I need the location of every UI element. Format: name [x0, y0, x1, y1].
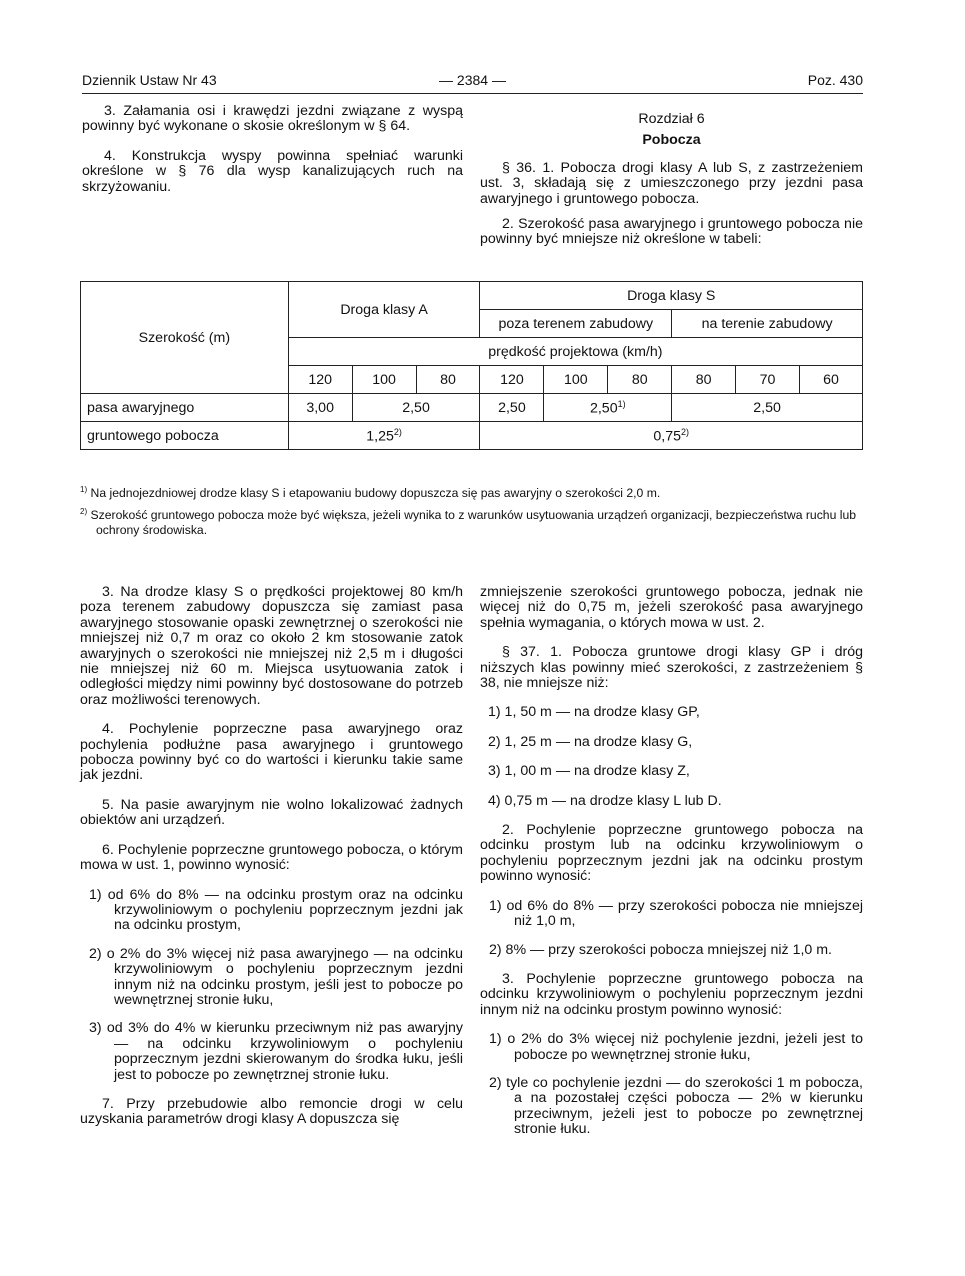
shoulder-width-table	[80, 281, 863, 450]
header-rule	[82, 93, 863, 94]
table-cell	[480, 422, 863, 450]
list-item: 2) 8% — przy szerokości pobocza mniejszej niż 1,0 m.	[489, 941, 832, 958]
bottom-left-column	[80, 585, 463, 1142]
list-item: 2) 1, 25 m — na drodze klasy G,	[488, 733, 693, 750]
table-cell: 2,50	[672, 394, 863, 422]
paragraph: 6. Pochylenie poprzeczne gruntowego pobocza, o którym mowa w ust. 1, powinno wynosić:	[80, 841, 463, 874]
paragraph: 3. Pochylenie poprzeczne gruntowego pobocza na odcinku krzywoliniowym o pochyleniu poprzecznym jezdni innym niż na odcinku prostym powinno wynosić:	[480, 970, 863, 1018]
cell-value: 2,50	[589, 400, 618, 417]
inside-built-area-header: na terenie zabudowy	[672, 310, 863, 338]
cell-value: 0,75	[653, 428, 682, 445]
speed-cell: 70	[736, 366, 800, 394]
class-s-header: Droga klasy S	[480, 282, 863, 310]
table-cell: 3,00	[288, 394, 352, 422]
paragraph: § 36. 1. Pobocza drogi klasy A lub S, z zastrzeżeniem ust. 3, składają się z umieszczonego przy jezdni pasa awaryjnego i gruntowego pobocza.	[480, 159, 863, 207]
footnote-text: Szerokość gruntowego pobocza może być większa, jeżeli wynika to z warunków usytuowania urządzeń organizacji, bezpieczeństwa ruchu lub ochrony środowiska.	[90, 507, 857, 538]
page-header	[82, 72, 863, 94]
footnote-text: Na jednojezdniowej drodze klasy S i etapowaniu budowy dopuszcza się pas awaryjny o szerokości 2,0 m.	[90, 486, 661, 501]
slope-list	[480, 1032, 863, 1137]
position-number: Poz. 430	[807, 72, 863, 88]
paragraph: 5. Na pasie awaryjnym nie wolno lokalizować żadnych obiektów ani urządzeń.	[80, 796, 463, 829]
paragraph: § 37. 1. Pobocza gruntowe drogi klasy GP i dróg niższych klas powinny mieć szerokości, z zastrzeżeniem § 38, nie mniejsze niż:	[480, 644, 863, 692]
list-item: 2) o 2% do 3% więcej niż pasa awaryjnego — na odcinku krzywoliniowym o pochyleniu poprzecznym jezdni innym niż na odcinku prostym, jeśli jest to pobocze po wewnętrznej stronie łuku,	[89, 945, 463, 1008]
top-left-column	[82, 104, 463, 209]
paragraph: 3. Na drodze klasy S o prędkości projektowej 80 km/h poza terenem zabudowy dopuszcza się zamiast pasa awaryjnego stosowanie opaski zewnętrznej o szerokości nie mniejszej niż 0,7 m oraz co około 2 km stosowanie zatok awaryjnych o szerokości nie mniejszej niż 2,5 m i długości nie mniejszej niż 60 m. Miejsca usytuowania zatok i odległości między nimi powinny być dostosowane do potrzeb oraz możliwości terenowych.	[80, 584, 463, 708]
list-item: 3) 1, 00 m — na drodze klasy Z,	[488, 763, 690, 780]
paragraph: 7. Przy przebudowie albo remoncie drogi w celu uzyskania parametrów drogi klasy A dopuszcza się	[80, 1095, 463, 1128]
list-item: 3) od 3% do 4% w kierunku przeciwnym niż pas awaryjny — na odcinku krzywoliniowym o pochyleniu poprzecznym jezdni skierowanym do środka łuku, jeśli jest to pobocze po zewnętrznej stronie łuku.	[89, 1020, 463, 1083]
footnote-mark: 1)	[80, 485, 88, 494]
bottom-right-column	[480, 585, 863, 1152]
outside-built-area-header: poza terenem zabudowy	[480, 310, 672, 338]
cell-value: 1,25	[366, 428, 394, 445]
list-item: 2) tyle co pochylenie jezdni — do szerokości 1 m pobocza, a na pozostałej części pobocza — 2% w kierunku przeciwnym, jeżeli jest to pobocze po zewnętrznej stronie łuku.	[489, 1074, 863, 1138]
row-label-gravel-shoulder: gruntowego pobocza	[81, 422, 289, 450]
page-number: — 2384 —	[439, 72, 506, 88]
table-corner-header: Szerokość (m)	[81, 282, 289, 394]
list-item: 1) od 6% do 8% — na odcinku prostym oraz na odcinku krzywoliniowym o pochyleniu poprzecznym jezdni jak na odcinku prostym,	[89, 886, 463, 934]
table-cell: 2,50	[352, 394, 480, 422]
footnote-mark: 2)	[80, 506, 88, 516]
speed-cell: 120	[480, 366, 544, 394]
list-item: 1) 1, 50 m — na drodze klasy GP,	[488, 704, 700, 721]
paragraph: 3. Załamania osi i krawędzi jezdni związane z wyspą powinny być wykonane o skosie określonym w § 64.	[82, 103, 463, 135]
speed-cell: 100	[352, 366, 416, 394]
paragraph: 4. Pochylenie poprzeczne pasa awaryjnego oraz pochylenia podłużne pasa awaryjnego i gruntowego pobocza powinny być co do wartości i kierunku takie same jak jezdni.	[80, 721, 463, 784]
speed-cell: 120	[288, 366, 352, 394]
table-cell	[544, 394, 672, 422]
journal-title: Dziennik Ustaw Nr 43	[82, 72, 217, 88]
speed-cell: 60	[800, 366, 863, 394]
slope-list	[80, 888, 463, 1083]
list-item: 4) 0,75 m — na drodze klasy L lub D.	[488, 792, 722, 809]
class-a-header: Droga klasy A	[288, 282, 480, 338]
top-right-column	[480, 112, 863, 262]
footnote	[80, 482, 863, 502]
speed-cell: 100	[544, 366, 608, 394]
list-item: 1) o 2% do 3% więcej niż pochylenie jezdni, jeżeli jest to pobocze po wewnętrznej stronie łuku,	[489, 1031, 863, 1063]
paragraph: 4. Konstrukcja wyspy powinna spełniać warunki określone w § 76 dla wysp kanalizujących ruch na skrzyżowaniu.	[82, 147, 463, 195]
footnote-ref: 1)	[617, 398, 626, 409]
footnote	[80, 504, 863, 539]
speed-header: prędkość projektowa (km/h)	[288, 338, 862, 366]
speed-cell: 80	[672, 366, 736, 394]
table-cell	[288, 422, 480, 450]
table-cell: 2,50	[480, 394, 544, 422]
footnote-ref: 2)	[681, 426, 690, 437]
paragraph: 2. Szerokość pasa awaryjnego i gruntowego pobocza nie powinny być mniejsze niż określone w tabeli:	[480, 216, 863, 248]
list-item: 1) od 6% do 8% — przy szerokości pobocza nie mniejszej niż 1,0 m,	[489, 897, 863, 930]
table-footnotes	[80, 482, 863, 541]
speed-cell: 80	[608, 366, 672, 394]
footnote-ref: 2)	[393, 426, 402, 437]
chapter-title: Pobocza	[642, 132, 701, 149]
paragraph: 2. Pochylenie poprzeczne gruntowego pobocza na odcinku prostym lub na odcinku krzywoliniowym o pochyleniu poprzecznym jezdni jak na odcinku prostym powinno wynosić:	[480, 822, 863, 885]
slope-list	[480, 899, 863, 958]
chapter-number: Rozdział 6	[638, 111, 705, 127]
paragraph: zmniejszenie szerokości gruntowego pobocza, jednak nie więcej niż do 0,75 m, jeżeli szerokość pasa awaryjnego spełnia wymagania, o których mowa w ust. 2.	[480, 584, 863, 631]
speed-cell: 80	[416, 366, 480, 394]
row-label-emergency-lane: pasa awaryjnego	[81, 394, 289, 422]
